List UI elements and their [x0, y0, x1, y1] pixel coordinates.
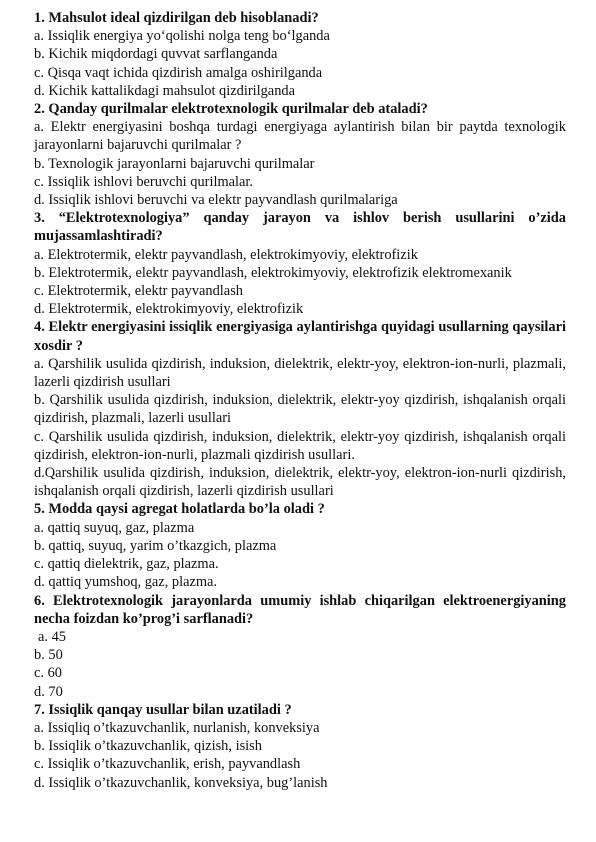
question-3-option-a: a. Elektrotermik, elektr payvandlash, elektrokimyoviy, elektrofizik [34, 246, 418, 263]
question-7-option-a: a. Issiqliq o’tkazuvchanlik, nurlanish, konveksiya [34, 719, 320, 736]
question-4-option-a: a. Qarshilik usulida qizdirish, induksion, dielektrik, elektr-yoy, elektron-ion-nurli, plazmali, lazerli qizdirish usullari [34, 355, 566, 391]
question-1-option-c: c. Qisqa vaqt ichida qizdirish amalga oshirilganda [34, 64, 323, 81]
question-3-option-d: d. Elektrotermik, elektrokimyoviy, elektrofizik [34, 301, 304, 318]
question-4: 4. Elektr energiyasini issiqlik energiyasiga aylantirishga quyidagi usullarning qaysilari xosdir ? [34, 319, 566, 354]
question-2-option-b: b. Texnologik jarayonlarni bajaruvchi qurilmalar [34, 155, 315, 172]
question-3-option-b: b. Elektrotermik, elektr payvandlash, elektrokimyoviy, elektrofizik elektromexanik [34, 264, 512, 281]
question-6: 6. Elektrotexnologik jarayonlarda umumiy ishlab chiqarilgan elektroenergiyaning necha foizdan ko’prog’i sarflanadi? [34, 592, 566, 627]
question-4-option-c: c. Qarshilik usulida qizdirish, induksion, dielektrik, elektr-yoy qizdirish, ishqalanish orqali qizdirish, elektron-ion-nurli, plazmali qizdirish usullari. [34, 428, 566, 463]
question-6-option-b: b. 50 [34, 647, 63, 664]
question-5-option-c: c. qattiq dielektrik, gaz, plazma. [34, 556, 219, 573]
question-1-option-a: a. Issiqlik energiya yo‘qolishi nolga teng bo‘lganda [34, 28, 330, 45]
question-5: 5. Modda qaysi agregat holatlarda bo’la oladi ? [34, 501, 325, 518]
question-6-option-c: c. 60 [34, 665, 62, 682]
question-7-option-d: d. Issiqlik o’tkazuvchanlik, konveksiya, bug’lanish [34, 774, 328, 791]
question-3-option-c: c. Elektrotermik, elektr payvandlash [34, 283, 243, 300]
question-5-option-d: d. qattiq yumshoq, gaz, plazma. [34, 574, 218, 591]
question-6-option-d: d. 70 [34, 683, 63, 700]
question-2-option-a: a. Elektr energiyasini boshqa turdagi energiyaga aylantirish bilan bir paytda texnologik jarayonlarni bajaruvchi qurilmalar ? [34, 119, 566, 154]
question-7-option-b: b. Issiqlik o’tkazuvchanlik, qizish, isish [34, 738, 262, 755]
question-5-option-b: b. qattiq, suyuq, yarim o’tkazgich, plazma [34, 537, 277, 554]
question-4-option-d: d.Qarshilik usulida qizdirish, induksion, dielektrik, elektr-yoy, elektron-ion-nurli qizdirish, ishqalanish orqali qizdirish, lazerli qizdirish usullari [34, 465, 566, 500]
question-2-option-d: d. Issiqlik ishlovi beruvchi va elektr payvandlash qurilmalariga [34, 192, 398, 209]
question-7: 7. Issiqlik qanqay usullar bilan uzatiladi ? [34, 701, 292, 718]
question-7-option-c: c. Issiqlik o’tkazuvchanlik, erish, payvandlash [34, 756, 301, 773]
question-2-option-c: c. Issiqlik ishlovi beruvchi qurilmalar. [34, 173, 254, 190]
question-5-option-a: a. qattiq suyuq, gaz, plazma [34, 519, 195, 536]
question-2: 2. Qanday qurilmalar elektrotexnologik qurilmalar deb ataladi? [34, 101, 428, 118]
question-4-option-b: b. Qarshilik usulida qizdirish, induksion, dielektrik, elektr-yoy qizdirish, ishqalanish orqali qizdirish, plazmali, lazerli usullari [34, 392, 566, 427]
question-6-option-a: a. 45 [38, 628, 66, 645]
question-1-option-d: d. Kichik kattalikdagi mahsulot qizdirilganda [34, 82, 295, 99]
question-1: 1. Mahsulot ideal qizdirilgan deb hisoblanadi? [34, 10, 319, 26]
question-1-option-b: b. Kichik miqdordagi quvvat sarflanganda [34, 46, 278, 63]
question-3: 3. “Elektrotexnologiya” qanday jarayon va ishlov berish usullarini o’zida mujassamlashtiradi? [34, 210, 566, 245]
